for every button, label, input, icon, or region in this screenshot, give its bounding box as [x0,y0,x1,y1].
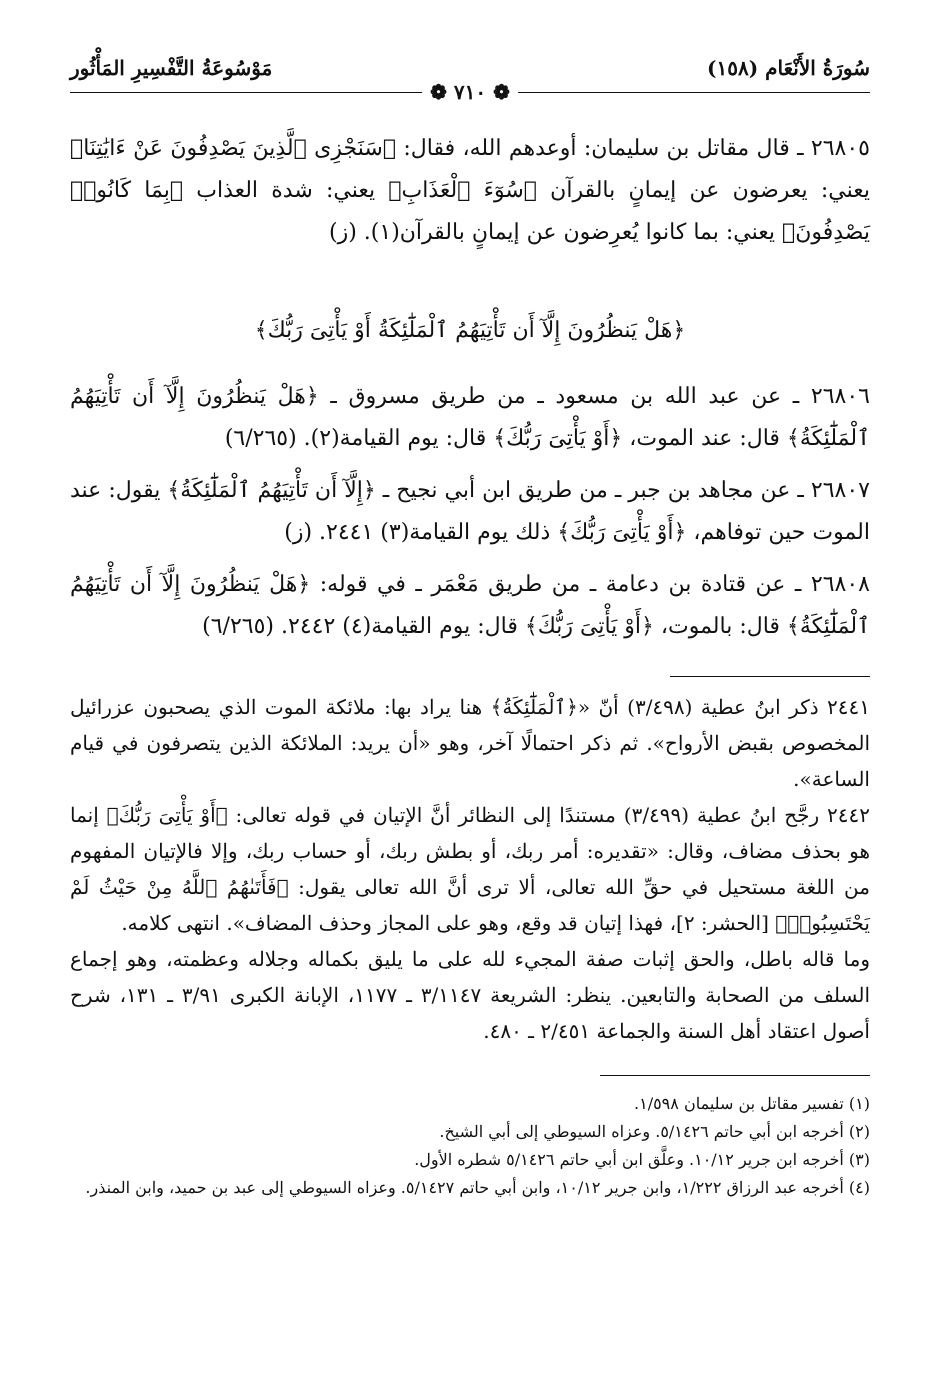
footnote-2: (٢) أخرجه ابن أبي حاتم ٥/١٤٢٦. وعزاه السيوطي إلى أبي الشيخ. [439,1122,870,1141]
narration-26808: ٢٦٨٠٨ ـ عن قتادة بن دعامة ـ من طريق مَعْمَر ـ في قوله: ﴿هَلْ يَنظُرُونَ إِلَّآ أَن تَأْتِيَهُمُ ٱلْمَلَٰٓئِكَةُ﴾ قال: بالموت، ﴿أَوْ يَأْتِىَ رَبُّكَ﴾ قال: يوم القيامة(٤) ٢٤٤٢. (٦/٢٦٥) [70,572,870,639]
page-number-value: ٧١٠ [453,80,487,104]
commentary-section [70,689,870,1049]
narration-26807: ٢٦٨٠٧ ـ عن مجاهد بن جبر ـ من طريق ابن أبي نجيح ـ ﴿إِلَّآ أَن تَأْتِيَهُمُ ٱلْمَلَٰٓئِكَةُ﴾ يقول: عند الموت حين توفاهم، ﴿أَوْ يَأْتِىَ رَبُّكَ﴾ ذلك يوم القيامة(٣) ٢٤٤١. (ز) [70,478,870,545]
book-title: مَوْسُوعَةُ التَّفْسِيرِ المَأْثُور [70,56,273,80]
footnote-1: (١) تفسير مقاتل بن سليمان ١/٥٩٨. [634,1094,870,1113]
narration-26805: ٢٦٨٠٥ ـ قال مقاتل بن سليمان: أوعدهم الله، فقال: ﴿سَنَجْزِى ٱلَّذِينَ يَصْدِفُونَ عَنْ ءَايَٰتِنَا﴾ يعني: يعرضون عن إيمانٍ بالقرآن ﴿سُوٓءَ ٱلْعَذَابِ﴾ يعني: شدة العذاب ﴿بِمَا كَانُوا۟ يَصْدِفُونَ﴾ يعني: بما كانوا يُعرِضون عن إيمانٍ بالقرآن(١). (ز) [70,136,870,245]
commentary-2441: ٢٤٤١ ذكر ابنُ عطية (٣/٤٩٨) أنّ «﴿ٱلْمَلَٰٓئِكَةُ﴾ هنا يراد بها: ملائكة الموت الذي يصحبون عزرائيل المخصوص بقبض الأرواح». ثم ذكر احتمالًا آخر، وهو «أن يريد: الملائكة الذين يتصرفون في قيام الساعة». [70,695,870,791]
verse-heading: ﴿هَلْ يَنظُرُونَ إِلَّآ أَن تَأْتِيَهُمُ ٱلْمَلَٰٓئِكَةُ أَوْ يَأْتِىَ رَبُّكَ﴾ [254,318,686,343]
commentary-rebuttal: وما قاله باطل، والحق إثبات صفة المجيء لله على ما يليق بكماله وجلاله وعظمته، وهو إجماع السلف من الصحابة والتابعين. ينظر: الشريعة ٣/١١٤٧ ـ ١١٧٧، الإبانة الكبرى ٣/٩١ ـ ١٣١، شرح أصول اعتقاد أهل السنة والجماعة ٢/٤٥١ ـ ٤٨٠. [70,947,871,1043]
footnotes [70,1090,870,1202]
surah-title: سُورَةُ الأَنْعَام (١٥٨) [707,56,870,80]
narration-26806: ٢٦٨٠٦ ـ عن عبد الله بن مسعود ـ من طريق مسروق ـ ﴿هَلْ يَنظُرُونَ إِلَّآ أَن تَأْتِيَهُمُ ٱلْمَلَٰٓئِكَةُ﴾ قال: عند الموت، ﴿أَوْ يَأْتِىَ رَبُّكَ﴾ قال: يوم القيامة(٢). (٦/٢٦٥) [70,384,870,451]
commentary-2442: ٢٤٤٢ رجَّح ابنُ عطية (٣/٤٩٩) مستندًا إلى النظائر أنَّ الإتيان في قوله تعالى: ﴿أَوْ يَأْتِىَ رَبُّكَ﴾ إنما هو بحذف مضاف، وقال: «تقديره: أمر ربك، أو بطش ربك، أو حساب ربك، وإلا فالإتيان المفهوم من اللغة مستحيل في حقِّ الله تعالى، ألا ترى أنَّ الله تعالى يقول: ﴿فَأَتَىٰهُمُ ٱللَّهُ مِنْ حَيْثُ لَمْ يَحْتَسِبُوا۟﴾ [الحشر: ٢]، فهذا إتيان قد وقع، وهو على المجاز وحذف المضاف». انتهى كلامه. [70,803,870,935]
commentary-separator [670,676,870,677]
footnote-separator [600,1075,870,1076]
footnote-3: (٣) أخرجه ابن جرير ١٠/١٢. وعلَّق ابن أبي حاتم ٥/١٤٢٦ شطره الأول. [414,1150,870,1169]
page-header [70,56,870,104]
footnote-4: (٤) أخرجه عبد الرزاق ١/٢٢٢، وابن جرير ١٠/١٢، وابن أبي حاتم ٥/١٤٢٧. وعزاه السيوطي إلى عبد بن حميد، وابن المنذر. [85,1178,870,1197]
page-body [70,128,870,1202]
page-number: ❁ ٧١٠ ❁ [422,80,518,104]
